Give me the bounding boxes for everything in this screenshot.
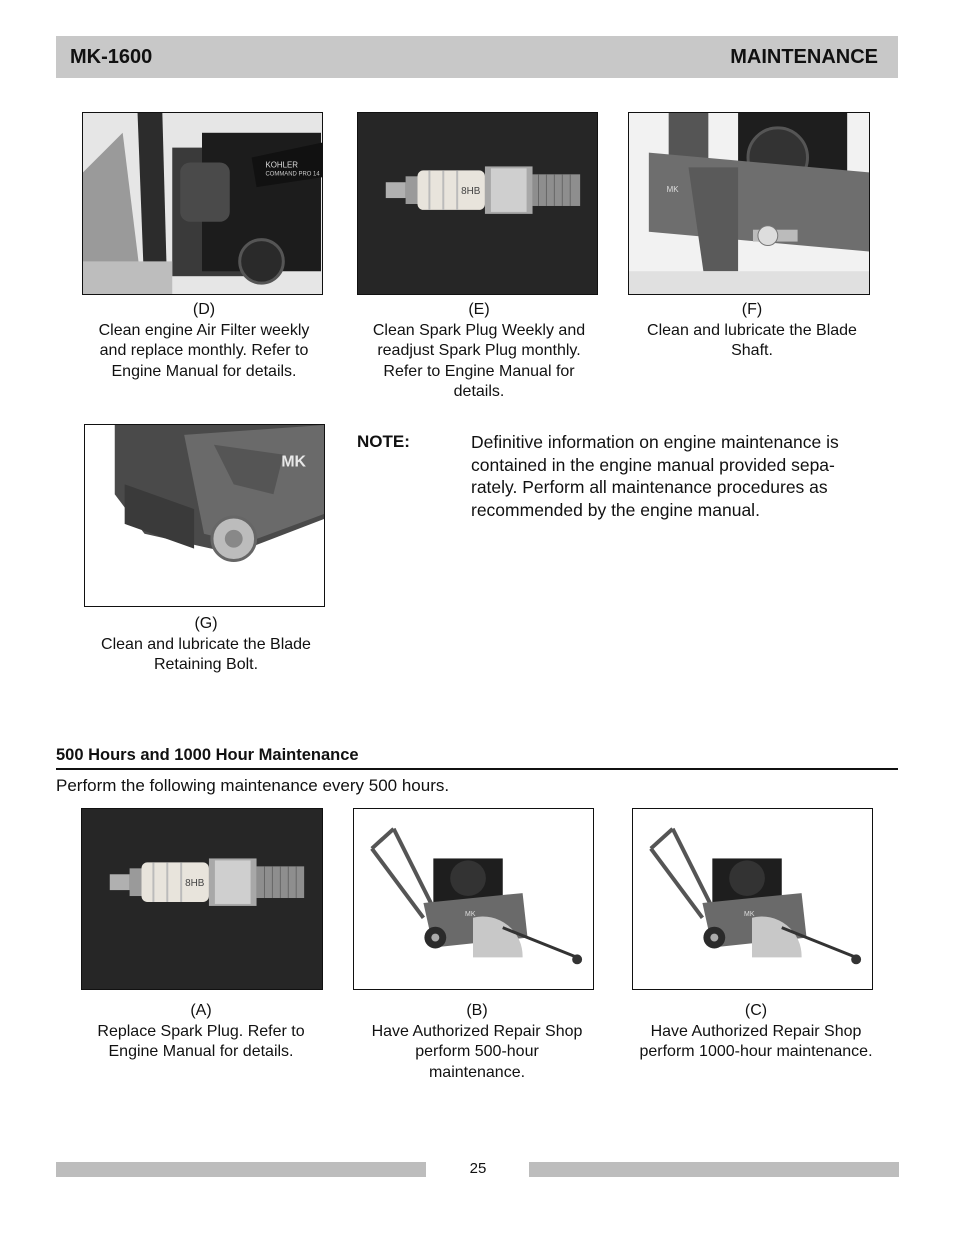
saw-logo-b: MK <box>465 910 476 918</box>
caption-line: Engine Manual for details. <box>108 1043 294 1060</box>
caption-d <box>56 300 352 382</box>
photo-spark-plug-a <box>81 808 323 990</box>
caption-line: perform 1000-hour maintenance. <box>639 1043 873 1060</box>
caption-line: Shaft. <box>731 342 773 359</box>
note-line: recommended by the engine manual. <box>471 499 760 520</box>
note-text <box>471 431 881 521</box>
caption-line: Have Authorized Repair Shop <box>371 1022 583 1040</box>
engine-model-label: COMMAND PRO 14 <box>265 171 320 178</box>
caption-f <box>604 300 900 362</box>
note-label: NOTE: <box>357 432 410 451</box>
caption-line: Clean and lubricate the Blade <box>101 635 311 653</box>
caption-tag: (C) <box>744 1002 768 1019</box>
caption-line: details. <box>453 383 505 400</box>
footer-bar-left <box>56 1162 426 1177</box>
page-number: 25 <box>469 1160 487 1177</box>
saw-logo-c: MK <box>744 910 755 918</box>
caption-line: Engine Manual for details. <box>111 362 297 380</box>
caption-e <box>331 300 627 403</box>
caption-line: Refer to Engine Manual for <box>383 362 575 380</box>
photo-saw-500-hour <box>353 808 594 990</box>
photo-retaining-bolt <box>84 424 325 607</box>
caption-line: Replace Spark Plug. Refer to <box>97 1022 305 1040</box>
caption-c <box>608 1001 904 1063</box>
photo-blade-shaft <box>628 112 870 295</box>
note-line: rately. Perform all maintenance procedures as <box>471 477 828 497</box>
caption-tag: (A) <box>190 1002 212 1019</box>
section-heading: 500 Hours and 1000 Hour Maintenance <box>56 746 359 764</box>
caption-line: Retaining Bolt. <box>153 656 259 673</box>
footer-bar-right <box>529 1162 899 1177</box>
caption-b <box>329 1001 625 1083</box>
caption-tag: (B) <box>466 1002 488 1019</box>
caption-tag: (E) <box>468 301 490 318</box>
caption-line: Clean engine Air Filter weekly <box>98 321 310 339</box>
caption-line: perform 500-hour <box>415 1043 539 1060</box>
note-line: Definitive information on engine maintenance is <box>471 432 839 452</box>
caption-tag: (F) <box>741 301 763 318</box>
product-title: MK-1600 <box>70 45 153 68</box>
section-divider <box>56 768 898 770</box>
caption-g <box>58 614 354 676</box>
caption-line: Clean and lubricate the Blade <box>647 321 857 339</box>
plug-marking: 8HB <box>461 186 481 198</box>
saw-logo-f: MK <box>666 185 679 195</box>
note-line: contained in the engine manual provided sepa- <box>471 454 835 475</box>
caption-tag: (D) <box>192 301 216 318</box>
photo-spark-plug-e <box>357 112 598 295</box>
caption-line: Have Authorized Repair Shop <box>650 1022 862 1040</box>
caption-line: maintenance. <box>428 1063 526 1081</box>
page-header <box>56 36 898 78</box>
caption-a <box>53 1001 349 1063</box>
caption-line: and replace monthly. Refer to <box>99 342 309 359</box>
caption-line: readjust Spark Plug monthly. <box>377 342 581 359</box>
photo-saw-1000-hour <box>632 808 873 990</box>
photo-air-filter <box>82 112 323 295</box>
caption-tag: (G) <box>194 615 218 632</box>
section-intro: Perform the following maintenance every 500 hours. <box>56 776 450 795</box>
caption-line: Clean Spark Plug Weekly and <box>372 321 586 339</box>
plug-marking: 8HB <box>185 878 205 890</box>
section-title-header: MAINTENANCE <box>730 45 878 68</box>
saw-logo-g: MK <box>281 453 307 471</box>
engine-brand-label: KOHLER <box>265 160 299 170</box>
